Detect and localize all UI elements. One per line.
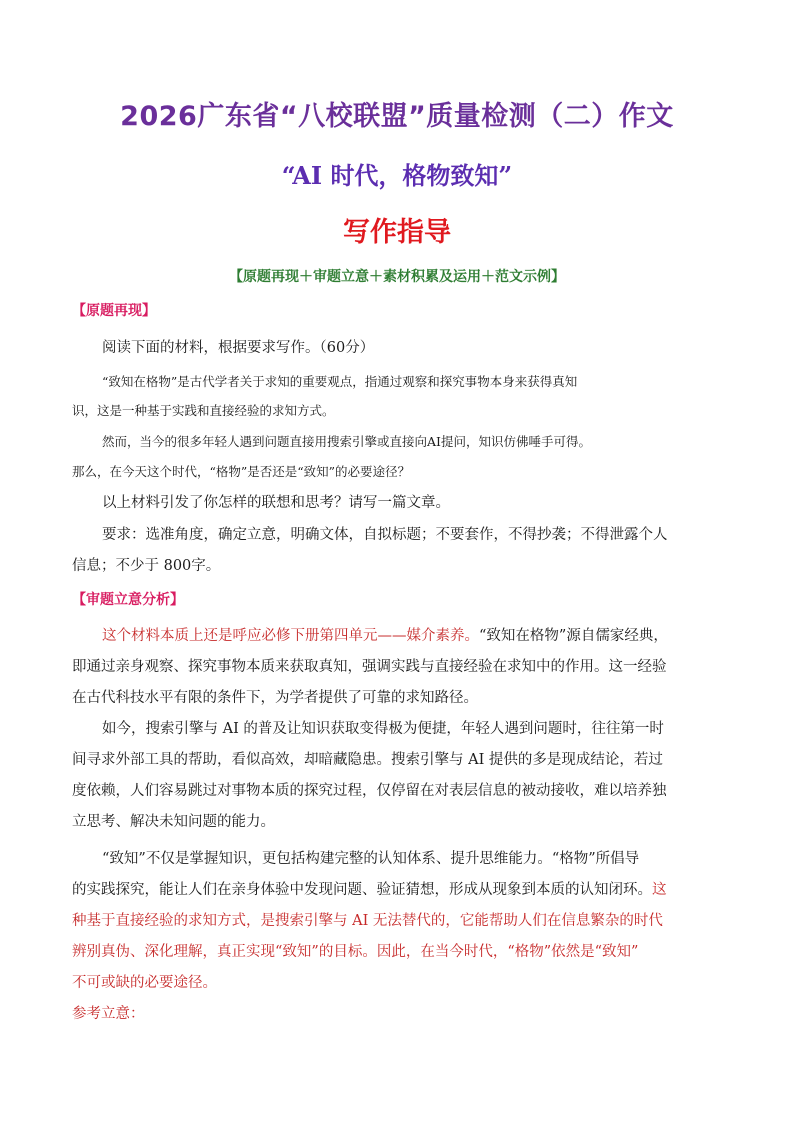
analysis-paragraph-3-line-5: 不可或缺的必要途径。	[72, 975, 217, 991]
material-paragraph-1-line-1: “致知在格物”是古代学者关于求知的重要观点，指通过观察和探究事物本身来获得真知	[102, 374, 578, 389]
analysis-text: 的实践探究，能让人们在亲身体验中发现问题、验证猜想，形成从现象到本质的认知闭环。	[72, 882, 652, 898]
material-paragraph-2-line-2: 那么，在今天这个时代，“格物”是否还是“致知”的必要途径？	[72, 464, 411, 479]
analysis-paragraph-3-line-3: 种基于直接经验的求知方式，是搜索引擎与 AI 无法替代的，它能帮助人们在信息繁杂的时代	[72, 913, 663, 929]
analysis-paragraph-3-line-4: 辨别真伪、深化理解，真正实现“致知”的目标。因此，在当今时代，“格物”依然是“致知”	[72, 944, 639, 960]
document-title: 2026广东省“八校联盟”质量检测（二）作文	[120, 101, 674, 132]
writing-guide-heading: 写作指导	[343, 217, 451, 248]
material-paragraph-2-line-1: 然而，当今的很多年轻人遇到问题直接用搜索引擎或直接向AI提问，知识仿佛唾手可得。	[102, 434, 591, 449]
analysis-paragraph-2-line-2: 间寻求外部工具的帮助，看似高效，却暗藏隐患。搜索引擎与 AI 提供的多是现成结论，若过	[72, 752, 663, 768]
analysis-paragraph-2-line-3: 度依赖，人们容易跳过对事物本质的探究过程，仅停留在对表层信息的被动接收，难以培养独	[72, 783, 667, 799]
analysis-paragraph-3-line-2	[72, 878, 667, 899]
analysis-paragraph-1-line-3: 在古代科技水平有限的条件下，为学者提供了可靠的求知路径。	[72, 690, 478, 706]
requirements-line-2: 信息；不少于 800字。	[72, 558, 221, 574]
analysis-paragraph-3-line-1: “致知”不仅是掌握知识，更包括构建完整的认知体系、提升思维能力。“格物”所倡导	[102, 851, 640, 867]
prompt-text: 以上材料引发了你怎样的联想和思考？请写一篇文章。	[102, 495, 450, 511]
section-heading-original: 【原题再现】	[72, 303, 156, 319]
analysis-emphasis-text: 这个材料本质上还是呼应必修下册第四单元——媒介素养。	[102, 628, 479, 644]
document-subtitle: “AI 时代，格物致知”	[281, 161, 513, 190]
section-heading-analysis: 【审题立意分析】	[72, 592, 184, 608]
instruction-text: 阅读下面的材料，根据要求写作。（60分）	[102, 340, 375, 356]
reference-theme-label: 参考立意：	[72, 1006, 145, 1022]
analysis-paragraph-2-line-4: 立思考、解决未知问题的能力。	[72, 814, 275, 830]
analysis-paragraph-2-line-1: 如今，搜索引擎与 AI 的普及让知识获取变得极为便捷，年轻人遇到问题时，往往第一时	[102, 721, 664, 737]
material-paragraph-1-line-2: 识，这是一种基于实践和直接经验的求知方式。	[72, 403, 335, 418]
analysis-paragraph-1-line-1	[102, 624, 668, 645]
contents-tagline: 【原题再现＋审题立意＋素材积累及运用＋范文示例】	[229, 269, 565, 285]
analysis-emphasis-text: 这	[652, 882, 667, 898]
analysis-paragraph-1-line-2: 即通过亲身观察、探究事物本质来获取真知，强调实践与直接经验在求知中的作用。这一经验	[72, 659, 667, 675]
requirements-line-1: 要求：选准角度，确定立意，明确文体，自拟标题；不要套作，不得抄袭；不得泄露个人	[102, 527, 668, 543]
analysis-text: “致知在格物”源自儒家经典，	[479, 628, 668, 644]
